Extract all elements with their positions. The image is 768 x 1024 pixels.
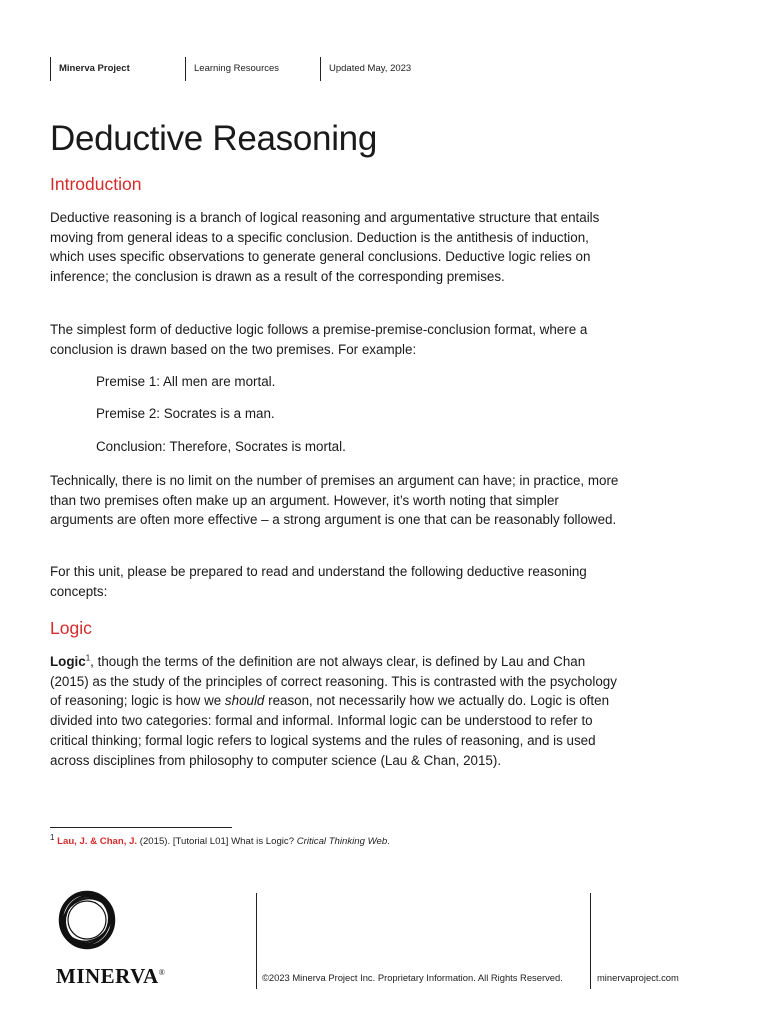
intro-paragraph-2: The simplest form of deductive logic follows a premise-premise-conclusion format, where a conclusion is drawn based on the two premises. For example:: [50, 322, 588, 357]
document-header: [0, 57, 768, 83]
logic-text-a: , though the terms of the definition are not always clear, is defined by Lau and Chan (2015) as the study of the principles of correct reasoning. This is contrasted with the psychology of reasoning; logic is how we: [50, 654, 617, 709]
footnote-divider: [50, 827, 232, 828]
header-section: Learning Resources: [185, 57, 279, 81]
page-title: Deductive Reasoning: [50, 119, 378, 158]
footnote-source: Critical Thinking Web: [296, 836, 388, 847]
premise-2: Premise 2: Socrates is a man.: [96, 406, 275, 421]
footnote: [50, 832, 390, 849]
footer-divider-1: [256, 893, 257, 989]
footnote-text: (2015). [Tutorial L01] What is Logic?: [137, 836, 297, 847]
intro-paragraph-4: For this unit, please be prepared to read and understand the following deductive reasoning concepts:: [50, 564, 587, 599]
logic-term: Logic: [50, 654, 86, 669]
logic-heading: Logic: [50, 618, 92, 638]
logic-paragraph: [50, 652, 620, 770]
logo-text: MINERVA: [56, 964, 159, 988]
footnote-authors-link[interactable]: Lau, J. & Chan, J.: [57, 836, 138, 847]
introduction-heading: Introduction: [50, 174, 142, 194]
logic-text-b: reason, not necessarily how we actually do. Logic is often divided into two categories: formal and informal. Informal logic can be understood to refer to critical thinking; formal logic refers to logical systems and the rules of reasoning, and is used across disciplines from philosophy to computer science (Lau & Chan, 2015).: [50, 693, 610, 768]
header-updated: Updated May, 2023: [320, 57, 411, 81]
header-org: Minerva Project: [50, 57, 130, 81]
logic-emphasis: should: [224, 693, 265, 709]
footnote-end: .: [387, 836, 390, 847]
logo-trademark: ®: [158, 968, 166, 977]
intro-paragraph-1: Deductive reasoning is a branch of logical reasoning and argumentative structure that entails moving from general ideas to a specific conclusion. Deduction is the antithesis of induction, which uses specific observations to generate general conclusions. Deductive logic relies on inference; the conclusion is drawn as a result of the corresponding premises.: [50, 210, 600, 285]
footer-website-link[interactable]: minervaproject.com: [597, 972, 679, 983]
minerva-logo-wordmark: [56, 964, 165, 988]
conclusion: Conclusion: Therefore, Socrates is mortal.: [96, 439, 346, 454]
premise-1: Premise 1: All men are mortal.: [96, 374, 276, 389]
footer-copyright: ©2023 Minerva Project Inc. Proprietary Information. All Rights Reserved.: [262, 972, 563, 983]
footer-divider-2: [590, 893, 591, 989]
footnote-marker[interactable]: 1: [85, 653, 91, 663]
intro-paragraph-3: Technically, there is no limit on the number of premises an argument can have; in practice, more than two premises often make up an argument. However, it’s worth noting that simpler arguments are often more effective – a strong argument is one that can be reasonably followed.: [50, 473, 619, 528]
footnote-number: 1: [50, 832, 55, 842]
minerva-logo-icon: [54, 887, 120, 953]
